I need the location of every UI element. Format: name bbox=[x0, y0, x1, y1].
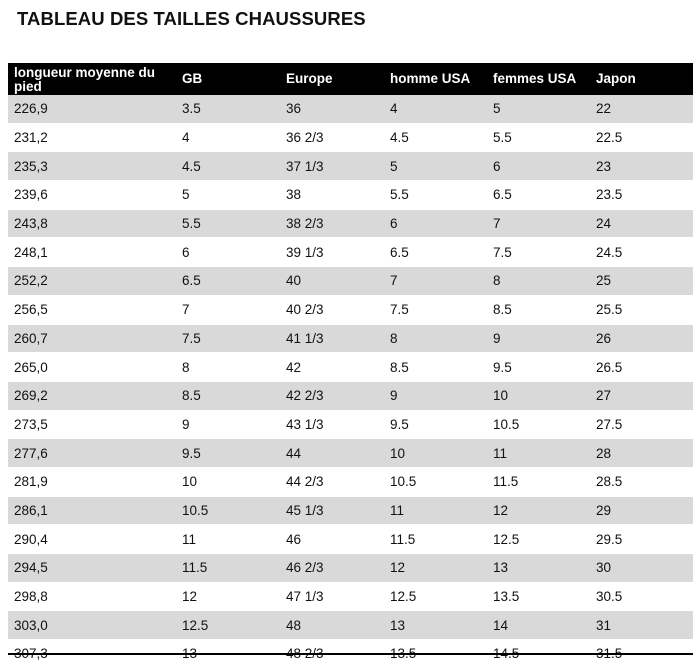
table-row bbox=[8, 181, 693, 210]
table-row bbox=[8, 123, 693, 152]
cell-women-usa: 8.5 bbox=[487, 295, 590, 324]
cell-europe: 37 1/3 bbox=[280, 152, 384, 181]
cell-gb: 10 bbox=[176, 467, 280, 496]
header-row bbox=[8, 63, 693, 95]
cell-foot-length: 231,2 bbox=[8, 123, 176, 152]
cell-women-usa: 12.5 bbox=[487, 525, 590, 554]
cell-foot-length: 265,0 bbox=[8, 353, 176, 382]
cell-men-usa: 6 bbox=[384, 209, 487, 238]
cell-women-usa: 5 bbox=[487, 95, 590, 123]
cell-foot-length: 235,3 bbox=[8, 152, 176, 181]
cell-gb: 12.5 bbox=[176, 611, 280, 640]
cell-gb: 6.5 bbox=[176, 267, 280, 296]
cell-gb: 10.5 bbox=[176, 496, 280, 525]
cell-women-usa: 7 bbox=[487, 209, 590, 238]
cell-japan: 29.5 bbox=[590, 525, 693, 554]
cell-gb: 6 bbox=[176, 238, 280, 267]
cell-europe: 45 1/3 bbox=[280, 496, 384, 525]
table-row bbox=[8, 582, 693, 611]
cell-men-usa: 4 bbox=[384, 95, 487, 123]
cell-gb: 4 bbox=[176, 123, 280, 152]
cell-foot-length: 256,5 bbox=[8, 295, 176, 324]
cell-women-usa: 11 bbox=[487, 439, 590, 468]
cell-foot-length: 252,2 bbox=[8, 267, 176, 296]
cell-men-usa: 9 bbox=[384, 381, 487, 410]
cell-men-usa: 12.5 bbox=[384, 582, 487, 611]
cell-gb: 11 bbox=[176, 525, 280, 554]
table-row bbox=[8, 554, 693, 583]
cell-gb: 8 bbox=[176, 353, 280, 382]
cell-women-usa: 8 bbox=[487, 267, 590, 296]
table-body bbox=[8, 95, 693, 668]
cell-men-usa: 11.5 bbox=[384, 525, 487, 554]
cell-europe: 44 bbox=[280, 439, 384, 468]
table-row bbox=[8, 353, 693, 382]
cell-foot-length: 243,8 bbox=[8, 209, 176, 238]
cell-men-usa: 4.5 bbox=[384, 123, 487, 152]
cell-europe: 36 bbox=[280, 95, 384, 123]
header-gb: GB bbox=[176, 63, 280, 95]
cell-japan: 22 bbox=[590, 95, 693, 123]
header-europe: Europe bbox=[280, 63, 384, 95]
cell-foot-length: 303,0 bbox=[8, 611, 176, 640]
cell-women-usa: 6 bbox=[487, 152, 590, 181]
cell-japan: 29 bbox=[590, 496, 693, 525]
cell-gb: 3.5 bbox=[176, 95, 280, 123]
cell-gb: 5.5 bbox=[176, 209, 280, 238]
cell-japan: 26.5 bbox=[590, 353, 693, 382]
cell-europe: 46 2/3 bbox=[280, 554, 384, 583]
cell-europe: 43 1/3 bbox=[280, 410, 384, 439]
cell-women-usa: 7.5 bbox=[487, 238, 590, 267]
cell-foot-length: 226,9 bbox=[8, 95, 176, 123]
cell-foot-length: 239,6 bbox=[8, 181, 176, 210]
header-foot-length: longueur moyenne du pied bbox=[8, 63, 176, 95]
cell-men-usa: 9.5 bbox=[384, 410, 487, 439]
table-row bbox=[8, 209, 693, 238]
cell-foot-length: 260,7 bbox=[8, 324, 176, 353]
table-row bbox=[8, 410, 693, 439]
cell-japan: 30 bbox=[590, 554, 693, 583]
cell-japan: 22.5 bbox=[590, 123, 693, 152]
cell-foot-length: 290,4 bbox=[8, 525, 176, 554]
cell-japan: 26 bbox=[590, 324, 693, 353]
header-women-usa: femmes USA bbox=[487, 63, 590, 95]
cell-japan: 23.5 bbox=[590, 181, 693, 210]
cell-japan: 24.5 bbox=[590, 238, 693, 267]
cell-europe: 46 bbox=[280, 525, 384, 554]
cell-foot-length: 294,5 bbox=[8, 554, 176, 583]
table-row bbox=[8, 611, 693, 640]
cell-gb: 9 bbox=[176, 410, 280, 439]
cell-women-usa: 6.5 bbox=[487, 181, 590, 210]
table-row bbox=[8, 496, 693, 525]
cell-europe: 40 bbox=[280, 267, 384, 296]
cell-japan: 25.5 bbox=[590, 295, 693, 324]
cell-europe: 41 1/3 bbox=[280, 324, 384, 353]
cell-japan: 27.5 bbox=[590, 410, 693, 439]
cell-men-usa: 12 bbox=[384, 554, 487, 583]
table-row bbox=[8, 467, 693, 496]
table-row bbox=[8, 267, 693, 296]
cell-europe: 44 2/3 bbox=[280, 467, 384, 496]
cell-women-usa: 10 bbox=[487, 381, 590, 410]
cell-japan: 24 bbox=[590, 209, 693, 238]
cell-foot-length: 269,2 bbox=[8, 381, 176, 410]
cell-gb: 9.5 bbox=[176, 439, 280, 468]
table-row bbox=[8, 525, 693, 554]
cell-men-usa: 7 bbox=[384, 267, 487, 296]
cell-europe: 42 bbox=[280, 353, 384, 382]
table-row bbox=[8, 381, 693, 410]
cell-women-usa: 11.5 bbox=[487, 467, 590, 496]
cell-gb: 7 bbox=[176, 295, 280, 324]
cell-foot-length: 281,9 bbox=[8, 467, 176, 496]
cell-women-usa: 14 bbox=[487, 611, 590, 640]
table-header bbox=[8, 63, 693, 95]
cell-japan: 27 bbox=[590, 381, 693, 410]
cell-europe: 47 1/3 bbox=[280, 582, 384, 611]
cell-gb: 11.5 bbox=[176, 554, 280, 583]
cell-japan: 31 bbox=[590, 611, 693, 640]
cell-gb: 8.5 bbox=[176, 381, 280, 410]
cell-men-usa: 11 bbox=[384, 496, 487, 525]
cell-europe: 42 2/3 bbox=[280, 381, 384, 410]
cell-foot-length: 273,5 bbox=[8, 410, 176, 439]
table-row bbox=[8, 238, 693, 267]
cell-foot-length: 298,8 bbox=[8, 582, 176, 611]
cell-gb: 7.5 bbox=[176, 324, 280, 353]
cell-japan: 30.5 bbox=[590, 582, 693, 611]
cell-europe: 48 bbox=[280, 611, 384, 640]
cell-men-usa: 8 bbox=[384, 324, 487, 353]
table-row bbox=[8, 439, 693, 468]
cell-foot-length: 277,6 bbox=[8, 439, 176, 468]
cell-women-usa: 10.5 bbox=[487, 410, 590, 439]
table-row bbox=[8, 295, 693, 324]
cell-men-usa: 5 bbox=[384, 152, 487, 181]
cell-japan: 25 bbox=[590, 267, 693, 296]
cell-japan: 23 bbox=[590, 152, 693, 181]
cell-europe: 38 bbox=[280, 181, 384, 210]
cell-women-usa: 13.5 bbox=[487, 582, 590, 611]
header-men-usa: homme USA bbox=[384, 63, 487, 95]
page-title: TABLEAU DES TAILLES CHAUSSURES bbox=[17, 8, 366, 29]
cell-japan: 28.5 bbox=[590, 467, 693, 496]
cell-women-usa: 9 bbox=[487, 324, 590, 353]
cell-foot-length: 248,1 bbox=[8, 238, 176, 267]
bottom-rule bbox=[8, 653, 693, 655]
cell-women-usa: 12 bbox=[487, 496, 590, 525]
cell-men-usa: 13 bbox=[384, 611, 487, 640]
cell-men-usa: 10.5 bbox=[384, 467, 487, 496]
table-row bbox=[8, 152, 693, 181]
cell-gb: 5 bbox=[176, 181, 280, 210]
cell-men-usa: 10 bbox=[384, 439, 487, 468]
cell-men-usa: 6.5 bbox=[384, 238, 487, 267]
cell-europe: 38 2/3 bbox=[280, 209, 384, 238]
cell-japan: 28 bbox=[590, 439, 693, 468]
cell-gb: 4.5 bbox=[176, 152, 280, 181]
table-row bbox=[8, 95, 693, 123]
cell-europe: 39 1/3 bbox=[280, 238, 384, 267]
size-chart-table bbox=[8, 63, 693, 669]
header-japan: Japon bbox=[590, 63, 693, 95]
cell-europe: 36 2/3 bbox=[280, 123, 384, 152]
cell-women-usa: 9.5 bbox=[487, 353, 590, 382]
cell-europe: 40 2/3 bbox=[280, 295, 384, 324]
cell-women-usa: 13 bbox=[487, 554, 590, 583]
cell-women-usa: 5.5 bbox=[487, 123, 590, 152]
cell-foot-length: 286,1 bbox=[8, 496, 176, 525]
cell-gb: 12 bbox=[176, 582, 280, 611]
cell-men-usa: 5.5 bbox=[384, 181, 487, 210]
table-row bbox=[8, 324, 693, 353]
cell-men-usa: 8.5 bbox=[384, 353, 487, 382]
cell-men-usa: 7.5 bbox=[384, 295, 487, 324]
